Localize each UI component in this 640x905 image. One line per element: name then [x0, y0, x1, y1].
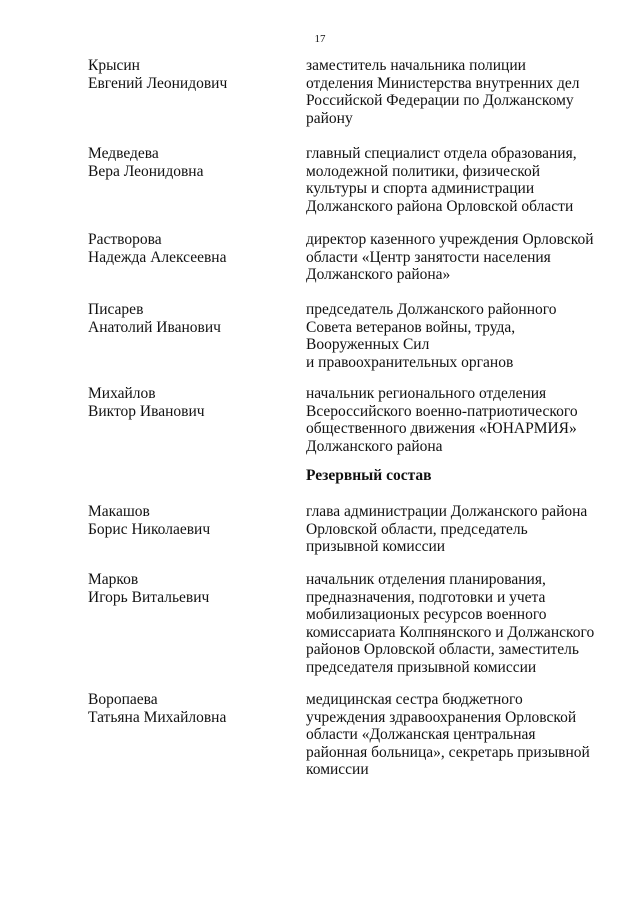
position-line: Орловской области, председатель — [306, 520, 528, 538]
position-line: директор казенного учреждения Орловской — [306, 231, 594, 248]
position-line: заместитель начальника полиции — [306, 57, 526, 74]
position-line: Совета ветеранов войны, труда, — [306, 318, 516, 336]
member-surname: Воропаева — [88, 691, 158, 708]
position-line: комиссариата Колпнянского и Должанского — [306, 623, 595, 641]
member-given-name: Евгений Леонидович — [88, 74, 228, 92]
member-name — [88, 503, 288, 538]
member-position — [306, 385, 606, 455]
member-name — [88, 571, 288, 606]
position-line: Российской Федерации по Должанскому — [306, 92, 574, 109]
member-given-name: Виктор Иванович — [88, 402, 205, 420]
member-name — [88, 301, 288, 336]
member-surname: Медведева — [88, 145, 159, 162]
member-name — [88, 385, 288, 420]
position-line: Вооруженных Сил — [306, 336, 430, 353]
position-line: председателя призывной комиссии — [306, 658, 537, 676]
member-given-name: Надежда Алексеевна — [88, 248, 227, 266]
member-given-name: Вера Леонидовна — [88, 162, 204, 180]
position-line: призывной комиссии — [306, 538, 446, 555]
member-position — [306, 145, 606, 215]
member-position — [306, 57, 606, 127]
position-line: Всероссийского военно-патриотического — [306, 402, 578, 420]
member-surname: Писарев — [88, 301, 144, 318]
position-line: отделения Министерства внутренних дел — [306, 74, 580, 92]
member-position — [306, 503, 606, 556]
member-position — [306, 691, 606, 779]
member-given-name: Анатолий Иванович — [88, 318, 221, 336]
member-name — [88, 57, 288, 92]
page-number: 17 — [314, 33, 326, 45]
member-surname: Крысин — [88, 57, 140, 74]
member-surname: Марков — [88, 571, 139, 588]
section-heading: Резервный состав — [306, 467, 432, 484]
position-line: мобилизационых ресурсов военного — [306, 606, 547, 623]
position-line: районная больница», секретарь призывной — [306, 743, 590, 761]
position-line: Должанского района Орловской области — [306, 197, 574, 215]
position-line: глава администрации Должанского района — [306, 503, 588, 520]
member-name — [88, 145, 288, 180]
member-position — [306, 231, 606, 284]
position-line: начальник регионального отделения — [306, 385, 547, 402]
position-line: Должанского района» — [306, 266, 451, 283]
position-line: комиссии — [306, 761, 369, 778]
position-line: области «Центр занятости населения — [306, 248, 551, 266]
member-given-name: Татьяна Михайловна — [88, 708, 227, 726]
position-line: культуры и спорта администрации — [306, 180, 535, 197]
member-surname: Макашов — [88, 503, 150, 520]
position-line: предназначения, подготовки и учета — [306, 588, 546, 606]
position-line: Должанского района — [306, 437, 443, 455]
member-position — [306, 571, 606, 676]
position-line: общественного движения «ЮНАРМИЯ» — [306, 420, 577, 437]
position-line: и правоохранительных органов — [306, 353, 514, 371]
position-line: начальник отделения планирования, — [306, 571, 546, 588]
member-surname: Растворова — [88, 231, 162, 248]
position-line: району — [306, 109, 353, 127]
position-line: области «Должанская центральная — [306, 726, 536, 743]
position-line: районов Орловской области, заместитель — [306, 641, 579, 658]
member-name — [88, 691, 288, 726]
position-line: медицинская сестра бюджетного — [306, 691, 523, 708]
member-surname: Михайлов — [88, 385, 156, 402]
member-given-name: Игорь Витальевич — [88, 588, 210, 606]
position-line: молодежной политики, физической — [306, 162, 541, 180]
position-line: председатель Должанского районного — [306, 301, 557, 318]
member-name — [88, 231, 288, 266]
member-given-name: Борис Николаевич — [88, 520, 211, 538]
position-line: учреждения здравоохранения Орловской — [306, 708, 577, 726]
position-line: главный специалист отдела образования, — [306, 145, 577, 162]
member-position — [306, 301, 606, 371]
